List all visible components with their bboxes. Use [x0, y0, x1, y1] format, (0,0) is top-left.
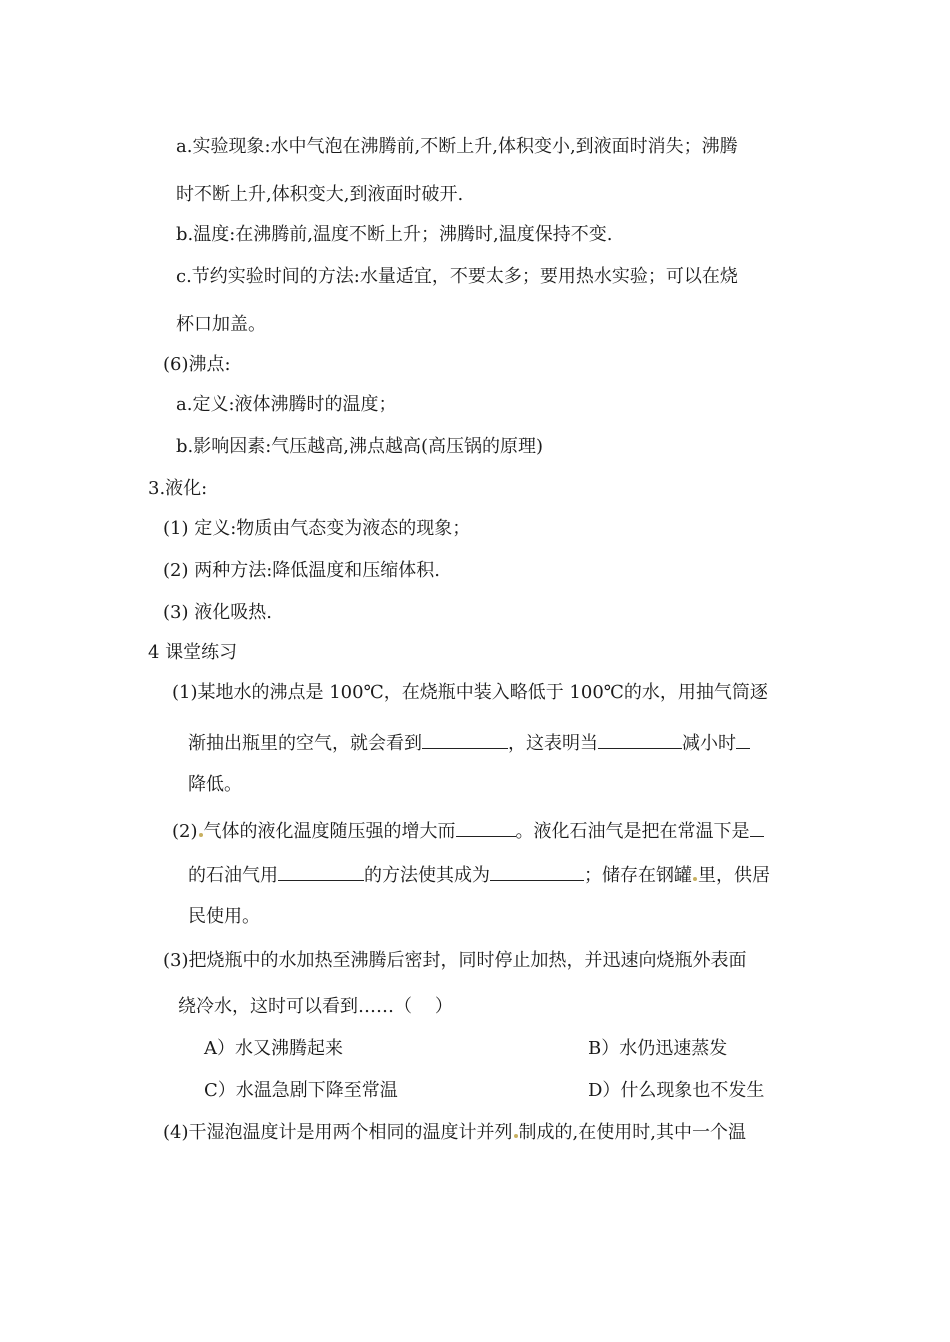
- boiling-temperature: b.温度:在沸腾前,温度不断上升；沸腾时,温度保持不变.: [176, 224, 613, 245]
- q2-blank-4[interactable]: [490, 862, 584, 881]
- q2-blank-1[interactable]: [456, 818, 516, 837]
- q1-blank-1[interactable]: [422, 730, 508, 749]
- q4-line1: (4)干湿泡温度计是用两个相同的温度计并列 制成的,在使用时,其中一个温: [163, 1122, 746, 1143]
- exercise-heading: 4 课堂练习: [148, 642, 238, 663]
- q3-option-d[interactable]: D）什么现象也不发生: [588, 1080, 765, 1101]
- liquefaction-definition: (1) 定义:物质由气态变为液态的现象；: [163, 518, 471, 539]
- boiling-point-factors: b.影响因素:气压越高,沸点越高(高压锅的原理): [176, 436, 544, 457]
- boiling-phenomenon-line1: a.实验现象:水中气泡在沸腾前,不断上升,体积变小,到液面时消失；沸腾: [176, 136, 738, 157]
- q2-line3: 民使用。: [188, 906, 260, 927]
- q2-line2: 的石油气用 的方法使其成为 ；储存在钢罐 里，供居: [188, 862, 770, 887]
- boiling-point-heading: (6)沸点:: [163, 354, 231, 375]
- boiling-save-time-line1: c.节约实验时间的方法:水量适宜，不要太多；要用热水实验；可以在烧: [176, 266, 738, 287]
- q1-blank-3[interactable]: [736, 730, 750, 749]
- liquefaction-heading: 3.液化:: [148, 478, 208, 499]
- q3-option-b[interactable]: B）水仍迅速蒸发: [588, 1038, 728, 1059]
- boiling-point-definition: a.定义:液体沸腾时的温度；: [176, 394, 397, 415]
- q2-blank-3[interactable]: [278, 862, 364, 881]
- boiling-save-time-line2: 杯口加盖。: [176, 314, 266, 335]
- q1-line1: (1)某地水的沸点是 100℃，在烧瓶中装入略低于 100℃的水，用抽气筒逐: [172, 682, 768, 703]
- mark-dot: [693, 877, 697, 881]
- q2-blank-2[interactable]: [750, 818, 764, 837]
- q1-blank-2[interactable]: [598, 730, 682, 749]
- q2-line1: (2) 气体的液化温度随压强的增大而 。液化石油气是把在常温下是: [172, 818, 764, 843]
- q3-option-c[interactable]: C）水温急剧下降至常温: [204, 1080, 398, 1101]
- liquefaction-heat: (3) 液化吸热.: [163, 602, 272, 623]
- q1-line3: 降低。: [188, 774, 242, 795]
- boiling-phenomenon-line2: 时不断上升,体积变大,到液面时破开.: [176, 184, 464, 205]
- q3-line2: 绕冷水，这时可以看到……（ ）: [178, 996, 453, 1017]
- mark-dot: [199, 833, 203, 837]
- liquefaction-methods: (2) 两种方法:降低温度和压缩体积.: [163, 560, 441, 581]
- q3-option-a[interactable]: A）水又沸腾起来: [204, 1038, 343, 1059]
- q1-line2: 渐抽出瓶里的空气，就会看到 ，这表明当 减小时: [188, 730, 750, 755]
- q3-line1: (3)把烧瓶中的水加热至沸腾后密封，同时停止加热，并迅速向烧瓶外表面: [163, 950, 747, 971]
- mark-dot: [514, 1134, 518, 1138]
